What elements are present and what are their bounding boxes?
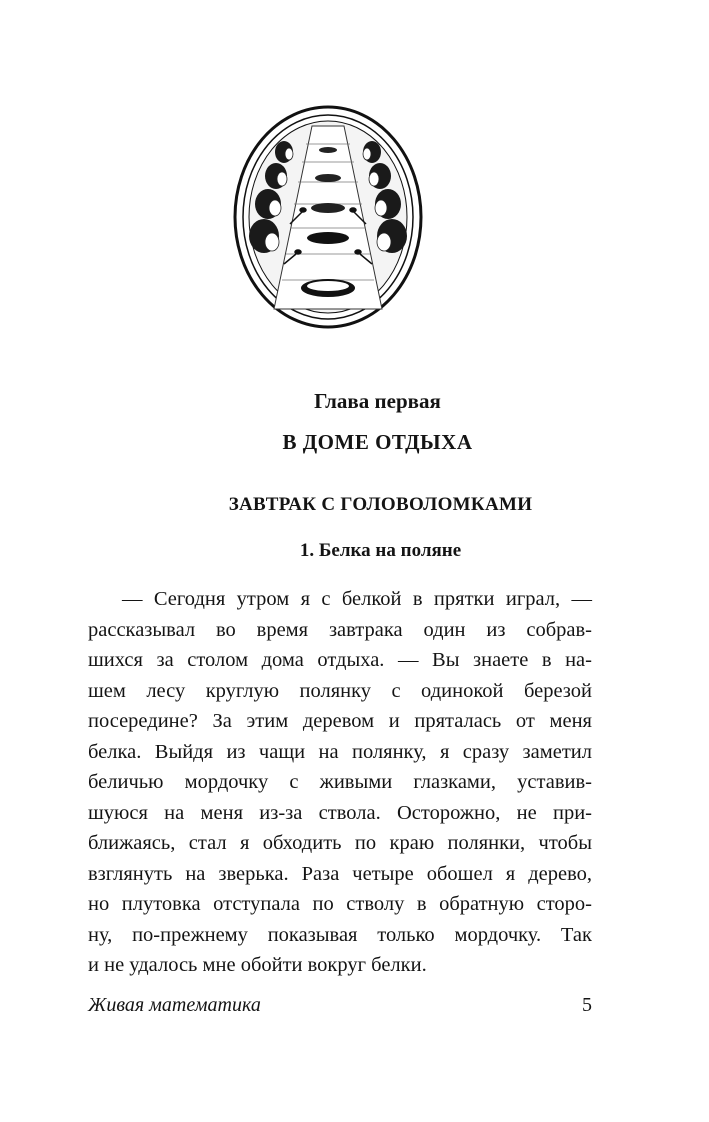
section-title: ЗАВТРАК С ГОЛОВОЛОМКАМИ: [228, 494, 533, 515]
chapter-illustration: [232, 104, 424, 330]
text-line: шуюся на меня из-за ствола. Осторожно, не при-: [88, 801, 592, 824]
text-line: но плутовка отступала по стволу в обратную сторо-: [88, 893, 592, 915]
text-line: — Сегодня утром я с белкой в прятки играл, —: [122, 588, 592, 610]
chapter-title: В ДОМЕ ОТДЫХА: [282, 430, 473, 454]
text-line: беличью мордочку с живыми глазками, уставив-: [88, 771, 592, 793]
text-line: ну, по-прежнему показывая только мордочку. Так: [88, 923, 592, 946]
diners-at-table-icon: [232, 104, 424, 330]
text-line: рассказывал во время завтрака один из собрав-: [88, 618, 592, 641]
text-line: взглянуть на зверька. Раза четыре обошел я дерево,: [88, 862, 592, 885]
text-line: и не удалось мне обойти вокруг белки.: [88, 954, 427, 976]
running-footer-title: Живая математика: [88, 994, 261, 1016]
text-line: ближаясь, стал я обходить по краю полянки, чтобы: [88, 832, 592, 854]
body-paragraph: [88, 584, 592, 981]
chapter-label: Глава первая: [314, 389, 441, 413]
problem-title: 1. Белка на поляне: [299, 540, 462, 561]
text-line: шихся за столом дома отдыха. — Вы знаете в на-: [88, 649, 592, 671]
text-line: посередине? За этим деревом и пряталась от меня: [88, 710, 592, 732]
text-line: белка. Выйдя из чащи на полянку, я сразу заметил: [88, 740, 592, 763]
page-number: 5: [582, 994, 592, 1016]
text-line: шем лесу круглую полянку с одинокой березой: [88, 679, 592, 702]
